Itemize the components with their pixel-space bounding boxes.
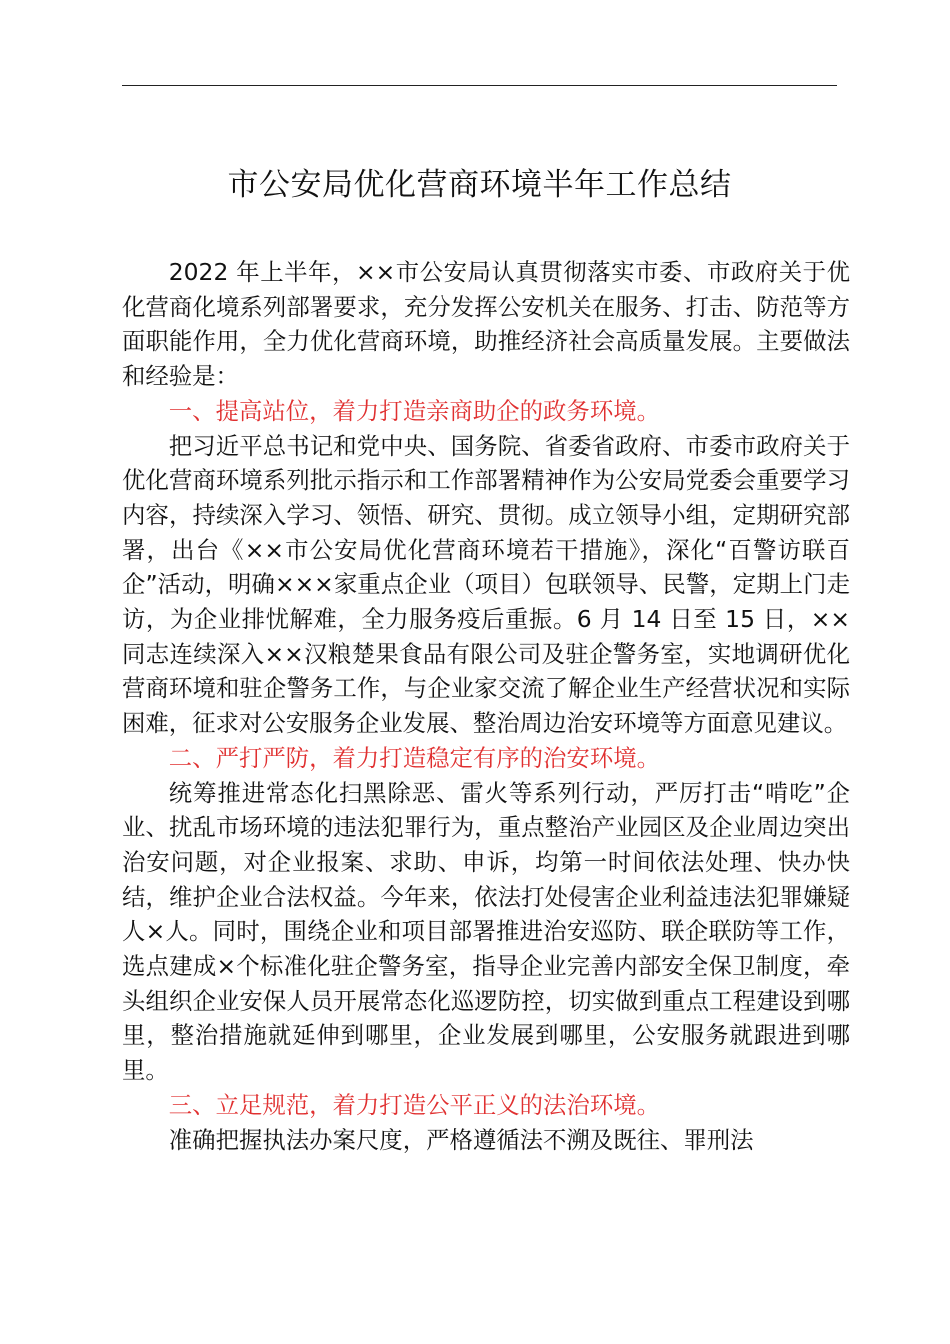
section-3-body: 准确把握执法办案尺度，严格遵循法不溯及既往、罪刑法 — [168, 1125, 754, 1154]
document-body — [122, 255, 850, 1157]
document-title: 市公安局优化营商环境半年工作总结 — [227, 167, 732, 203]
intro-paragraph: 2022 年上半年，××市公安局认真贯彻落实市委、市政府关于优化营商化境系列部署要求，充分发挥公安机关在服务、打击、防范等方面职能作用，全力优化营商环境，助推经济社会高质量发展。主要做法和经验是： — [122, 258, 850, 391]
section-2-heading: 二、严打严防，着力打造稳定有序的治安环境。 — [168, 743, 660, 772]
section-2-body: 统筹推进常态化扫黑除恶、雷火等系列行动，严厉打击“啃吃”企业、扰乱市场环境的违法犯罪行为，重点整治产业园区及企业周边突出治安问题，对企业报案、求助、申诉，均第一时间依法处理、快办快结，维护企业合法权益。今年来，依法打处侵害企业利益违法犯罪嫌疑人×人。同时，围绕企业和项目部署推进治安巡防、联企联防等工作，选点建成×个标准化驻企警务室，指导企业完善内部安全保卫制度，牵头组织企业安保人员开展常态化巡逻防控，切实做到重点工程建设到哪里，整治措施就延伸到哪里，企业发展到哪里，公安服务就跟进到哪里。 — [122, 778, 850, 1085]
section-1-heading: 一、提高站位，着力打造亲商助企的政务环境。 — [168, 396, 660, 425]
section-1-body: 把习近平总书记和党中央、国务院、省委省政府、市委市政府关于优化营商环境系列批示指示和工作部署精神作为公安局党委会重要学习内容，持续深入学习、领悟、研究、贯彻。成立领导小组，定期研究部署，出台《××市公安局优化营商环境若干措施》，深化“百警访联百企”活动，明确×××家重点企业（项目）包联领导、民警，定期上门走访，为企业排忧解难，全力服务疫后重振。6 月 14 日至 15 日，××同志连续深入××汉粮楚果食品有限公司及驻企警务室，实地调研优化营商环境和驻企警务工作，与企业家交流了解企业生产经营状况和实际困难，征求对公安服务企业发展、整治周边治安环境等方面意见建议。 — [122, 431, 850, 738]
section-3-heading: 三、立足规范，着力打造公平正义的法治环境。 — [168, 1090, 660, 1119]
header-rule — [122, 85, 837, 86]
